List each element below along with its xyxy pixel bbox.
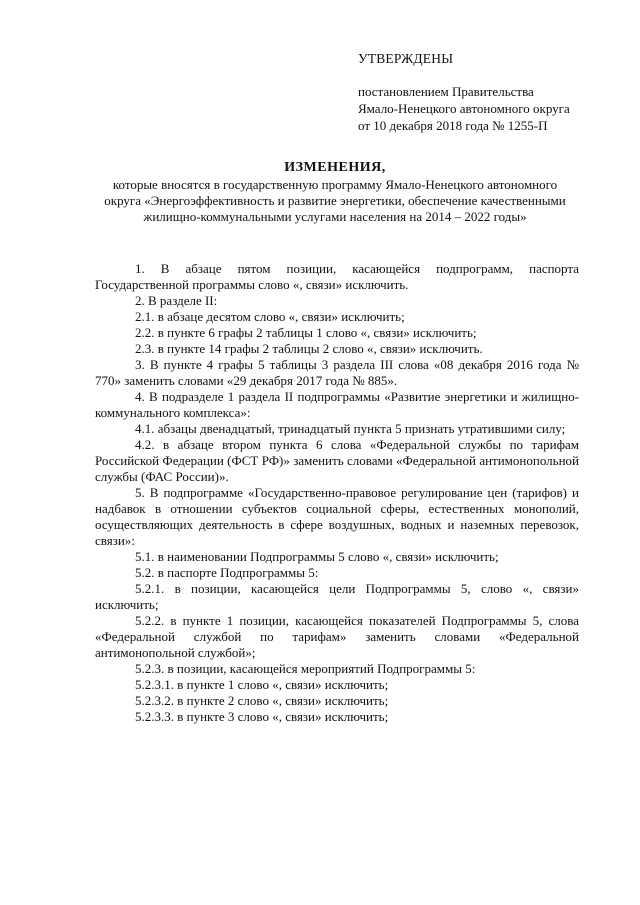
paragraph-4-2: 4.2. в абзаце втором пункта 6 слова «Федеральной службы по тарифам Российской Федерации (ФСТ РФ)» заменить словами «Федеральной антимонопольной службы (ФАС России)». — [95, 437, 579, 484]
approval-line-1: постановлением Правительства — [358, 84, 534, 99]
paragraph-5: 5. В подпрограмме «Государственно-правовое регулирование цен (тарифов) и надбавок в отношении субъектов социальной сферы, естественных монополий, осуществляющих деятельность в сфере воздушных, водных и наземных перевозок, связи»: — [95, 485, 579, 548]
document-subtitle: которые вносятся в государственную программу Ямало-Ненецкого автономного округа «Энергоэффективность и развитие энергетики, обеспечение качественными жилищно-коммунальными услугами населения на 2014 – 2022 годы» — [104, 177, 566, 224]
paragraph-5-1: 5.1. в наименовании Подпрограммы 5 слово «, связи» исключить; — [135, 549, 499, 564]
paragraph-2-2: 2.2. в пункте 6 графы 2 таблицы 1 слово «, связи» исключить; — [135, 325, 477, 340]
paragraph-2: 2. В разделе II: — [135, 293, 218, 308]
paragraph-4: 4. В подразделе 1 раздела II подпрограммы «Развитие энергетики и жилищно-коммунального комплекса»: — [95, 389, 579, 420]
paragraph-2-1: 2.1. в абзаце десятом слово «, связи» исключить; — [135, 309, 405, 324]
approval-heading: УТВЕРЖДЕНЫ — [358, 51, 454, 66]
approval-line-2: Ямало-Ненецкого автономного округа — [358, 101, 570, 116]
document-heading: ИЗМЕНЕНИЯ, — [284, 160, 386, 175]
paragraph-5-2-3-1: 5.2.3.1. в пункте 1 слово «, связи» исключить; — [135, 677, 389, 692]
paragraph-5-2-1: 5.2.1. в позиции, касающейся цели Подпрограммы 5, слово «, связи» исключить; — [95, 581, 579, 612]
paragraph-4-1: 4.1. абзацы двенадцатый, тринадцатый пункта 5 признать утратившими силу; — [135, 421, 566, 436]
paragraph-3: 3. В пункте 4 графы 5 таблицы 3 раздела III слова «08 декабря 2016 года № 770» заменить словами «29 декабря 2017 года № 885». — [95, 357, 579, 388]
paragraph-5-2-2: 5.2.2. в пункте 1 позиции, касающейся показателей Подпрограммы 5, слова «Федеральной службой по тарифам» заменить словами «Федеральной антимонопольной службой»; — [95, 613, 579, 660]
approval-line-3: от 10 декабря 2018 года № 1255-П — [358, 118, 548, 133]
paragraph-5-2: 5.2. в паспорте Подпрограммы 5: — [135, 565, 319, 580]
approval-block — [358, 50, 628, 134]
paragraph-5-2-3: 5.2.3. в позиции, касающейся мероприятий Подпрограммы 5: — [135, 661, 476, 676]
paragraph-5-2-3-3: 5.2.3.3. в пункте 3 слово «, связи» исключить; — [135, 709, 389, 724]
paragraph-5-2-3-2: 5.2.3.2. в пункте 2 слово «, связи» исключить; — [135, 693, 389, 708]
paragraph-2-3: 2.3. в пункте 14 графы 2 таблицы 2 слово «, связи» исключить. — [135, 341, 483, 356]
paragraph-1: 1. В абзаце пятом позиции, касающейся подпрограмм, паспорта Государственной программы слово «, связи» исключить. — [95, 261, 579, 292]
title-block — [100, 160, 570, 225]
document-body — [95, 261, 579, 725]
